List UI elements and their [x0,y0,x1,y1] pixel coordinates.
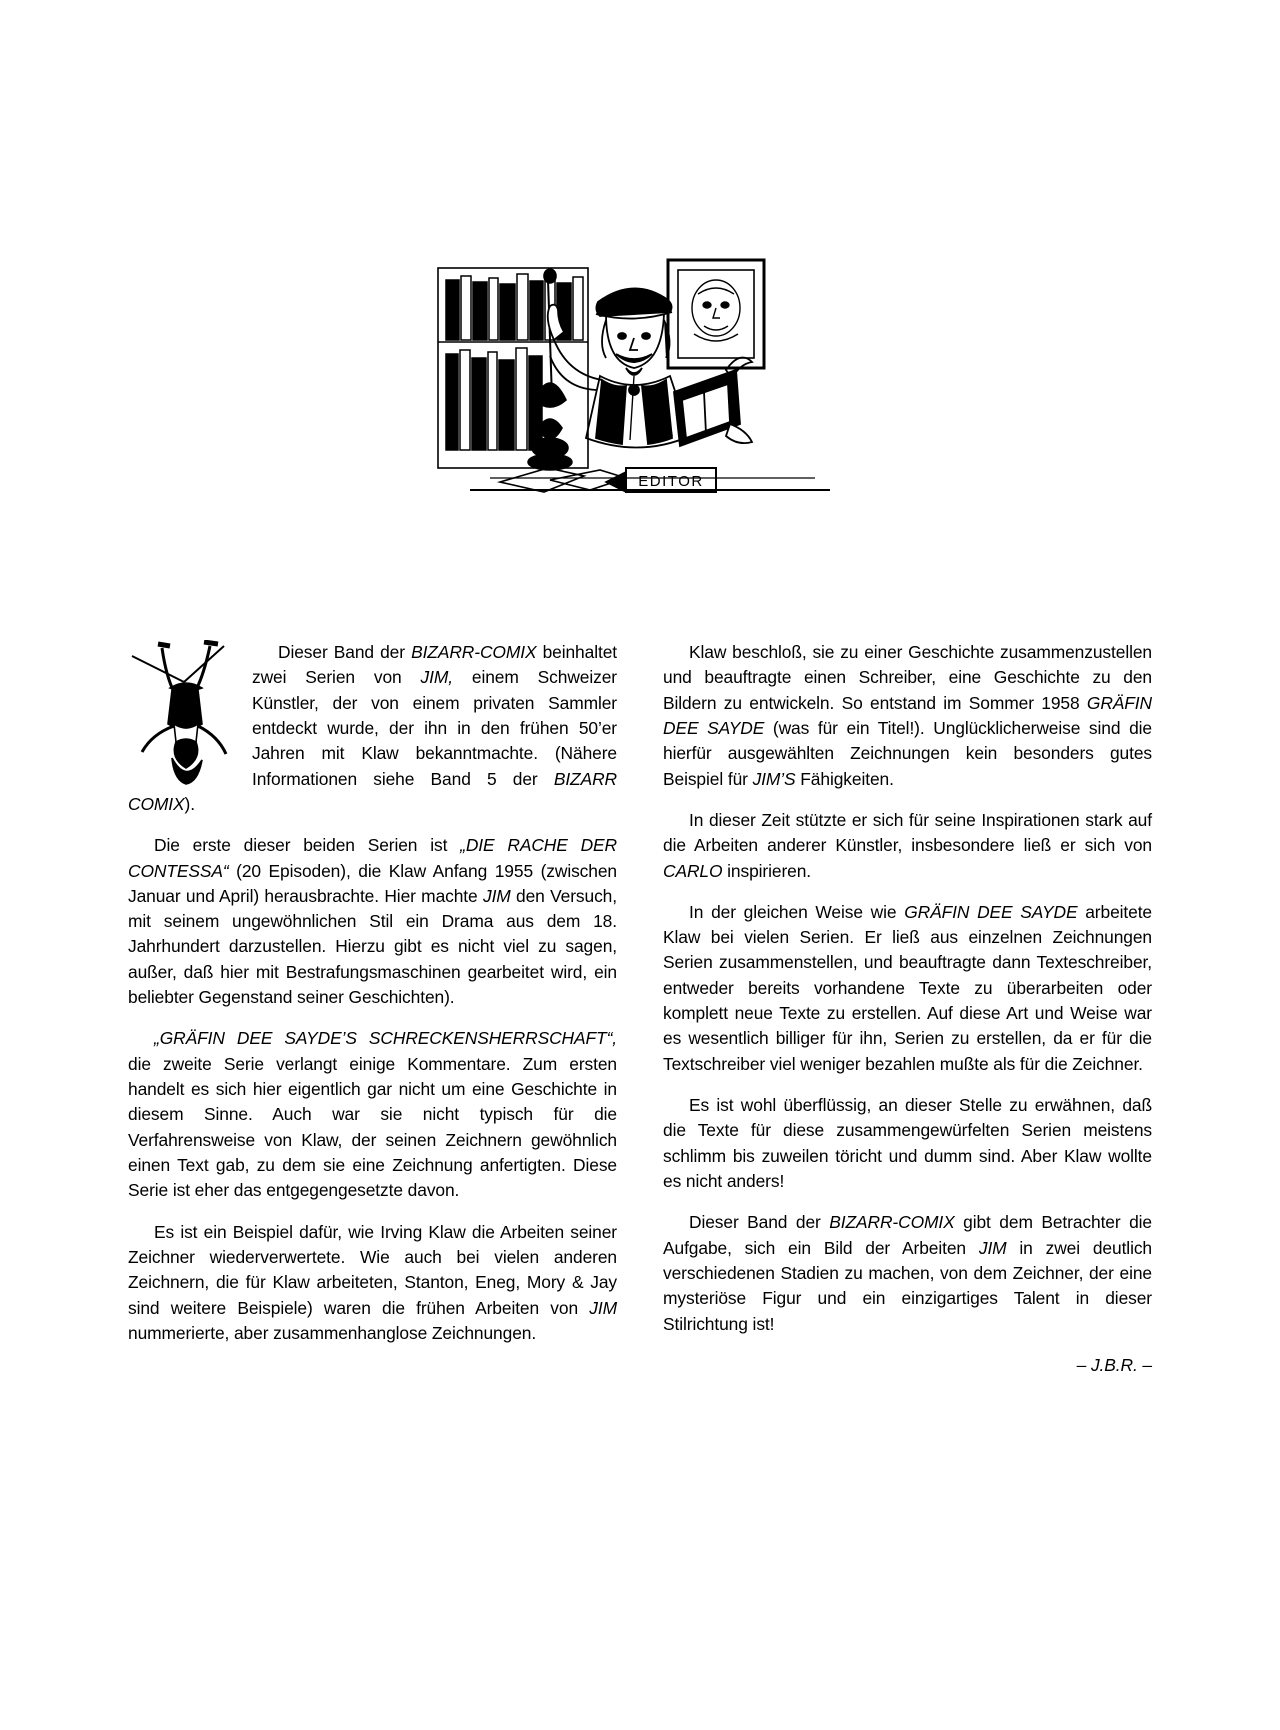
paragraph: Dieser Band der BIZARR-COMIX beinhaltet zwei Serien von JIM, einem Schweizer Künstler, der von einem privaten Sammler entdeckt wurde, der ihn in den frühen 50’er Jahren mit Klaw bekanntmachte. (Nähere Informationen siehe Band 5 der BIZARR COMIX). [128,642,617,814]
upside-down-figure-illustration [128,640,246,785]
editor-at-desk-illustration [0,245,1280,545]
article-columns [128,640,1152,1394]
paragraph: Es ist wohl überflüssig, an dieser Stelle zu erwähnen, daß die Texte für diese zusammengewürfelten Serien meistens schlimm bis zuweilen töricht und dumm sind. Aber Klaw wollte es nicht anders! [663,1095,1152,1191]
paragraph: Dieser Band der BIZARR-COMIX gibt dem Betrachter die Aufgabe, sich ein Bild der Arbeiten JIM in zwei deutlich verschiedenen Stadien zu machen, von dem Zeichner, der eine mysteriöse Figur und ein einzigartiges Talent in dieser Stilrichtung ist! [663,1212,1152,1334]
paragraph: In dieser Zeit stützte er sich für seine Inspirationen stark auf die Arbeiten anderer Künstler, insbesondere ließ er sich von CARLO inspirieren. [663,809,1152,881]
paragraph: Es ist ein Beispiel dafür, wie Irving Klaw die Arbeiten seiner Zeichner wiederverwertete. Wie auch bei vielen anderen Zeichnern, die für Klaw arbeiteten, Stanton, Eneg, Mory & Jay sind weitere Beispiele) waren die frühen Arbeiten von JIM nummerierte, aber zusammenhanglose Zeichnungen. [128,1221,617,1343]
signature: – J.B.R. – [1076,1354,1152,1375]
editor-nameplate-label: EDITOR [638,473,704,490]
column-right [663,640,1152,1394]
paragraph: In der gleichen Weise wie GRÄFIN DEE SAYDE arbeitete Klaw bei vielen Serien. Er ließ aus einzelnen Zeichnungen Serien zusammenstellen, und beauftragte dann Texteschreiber, entweder bereits vorhandene Texte zu überarbeiten oder komplett neue Texte zu erstellen. Auf diese Art und Weise war es wesentlich billiger für ihn, Serien zu erstellen, da er für die Textschreiber viel weniger bezahlen mußte als für die Zeichner. [663,901,1153,1074]
paragraph: Die erste dieser beiden Serien ist „DIE RACHE DER CONTESSA“ (20 Episoden), die Klaw Anfang 1955 (zwischen Januar und April) herausbrachte. Hier machte JIM den Versuch, mit seinem ungewöhnlichen Stil ein Drama aus dem 18. Jahrhundert darzustellen. Hierzu gibt es nicht viel zu sagen, außer, daß hier mit Bestrafungsmaschinen gearbeitet wird, ein beliebter Gegenstand seiner Geschichten). [128,835,617,1008]
paragraph: „GRÄFIN DEE SAYDE’S SCHRECKENSHERRSCHAFT“, die zweite Serie verlangt einige Kommentare. Zum ersten handelt es sich hier eigentlich gar nicht um eine Geschichte in diesem Sinne. Auch war sie nicht typisch für die Verfahrensweise von Klaw, der seinen Zeichnern gewöhnlich einen Text gab, zu dem sie eine Zeichnung anfertigten. Diese Serie ist eher das entgegengesetzte davon. [128,1028,617,1201]
paragraph: Klaw beschloß, sie zu einer Geschichte zusammenzustellen und beauftragte einen Schreiber, eine Geschichte zu den Bildern zu entwickeln. So entstand im Sommer 1958 GRÄFIN DEE SAYDE (was für ein Titel!). Unglücklicherweise sind die hierfür ausgewählten Zeichnungen kein besonders gutes Beispiel für JIM’S Fähigkeiten. [663,642,1152,789]
column-left [128,640,617,1394]
